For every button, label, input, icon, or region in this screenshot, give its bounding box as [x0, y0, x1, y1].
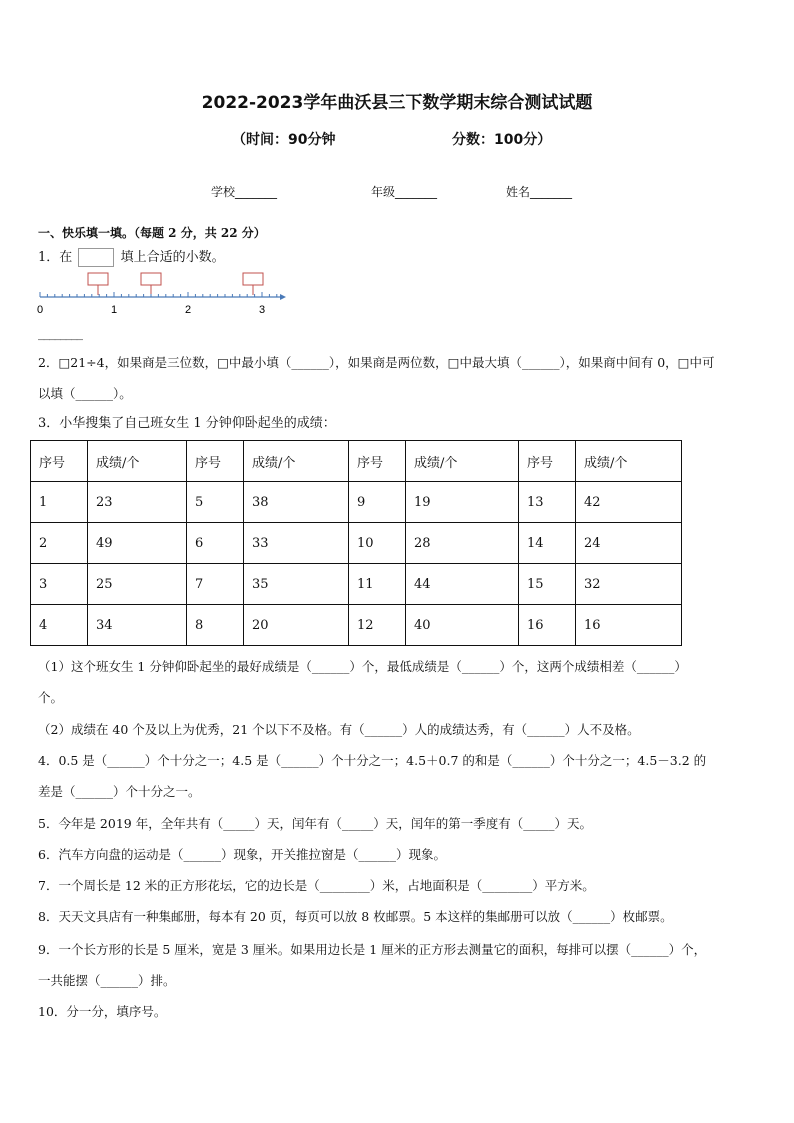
table-cell: 13 [519, 482, 576, 523]
question-5: 5．今年是 2019 年，全年共有（_____）天，闰年有（_____）天，闰年的第一季度有（_____）天。 [38, 816, 592, 831]
q1-suffix: 填上合适的小数。 [120, 250, 225, 265]
question-8: 8．天天文具店有一种集邮册，每本有 20 页，每页可以放 8 枚邮票。5 本这样的集邮册可以放（______）枚邮票。 [38, 909, 673, 924]
table-cell: 20 [244, 605, 349, 646]
table-cell: 9 [349, 482, 406, 523]
header-cell: 序号 [519, 441, 576, 482]
header-cell: 成绩/个 [244, 441, 349, 482]
exam-time: （时间：90分钟 [232, 132, 336, 148]
table-cell: 16 [519, 605, 576, 646]
school-field[interactable]: 学校_______ [211, 185, 278, 199]
header-cell: 序号 [349, 441, 406, 482]
question-6: 6．汽车方向盘的运动是（______）现象，开关推拉窗是（______）现象。 [38, 847, 446, 862]
axis-arrow [280, 294, 286, 300]
q1-prefix: 1．在 [38, 250, 73, 265]
table-cell: 49 [88, 523, 187, 564]
q1-inline-box [78, 248, 114, 267]
table-row [31, 564, 682, 605]
q3-part-1 [38, 651, 760, 713]
table-cell: 4 [31, 605, 88, 646]
table-cell: 2 [31, 523, 88, 564]
table-cell: 8 [187, 605, 244, 646]
page-title: 2022-2023学年曲沃县三下数学期末综合测试试题 [201, 93, 593, 113]
answer-box[interactable] [243, 273, 263, 295]
table-cell: 19 [406, 482, 519, 523]
table-cell: 11 [349, 564, 406, 605]
question-10: 10．分一分，填序号。 [38, 1004, 167, 1019]
q4-line-2: 差是（______）个十分之一。 [38, 784, 201, 799]
number-line [30, 268, 300, 320]
table-cell: 10 [349, 523, 406, 564]
exam-score: 分数：100分） [452, 132, 552, 148]
table-row [31, 523, 682, 564]
table-cell: 1 [31, 482, 88, 523]
table-cell: 15 [519, 564, 576, 605]
section-heading: 一、快乐填一填。（每题 2 分，共 22 分） [38, 226, 266, 240]
answer-box[interactable] [88, 273, 108, 295]
answer-box[interactable] [141, 273, 161, 295]
question-2 [38, 347, 760, 409]
q3-part-1-line-2: 个。 [38, 690, 64, 705]
header-cell: 序号 [31, 441, 88, 482]
q3-intro: 3．小华搜集了自己班女生 1 分钟仰卧起坐的成绩： [38, 416, 336, 431]
tick-label: 1 [111, 304, 118, 316]
table-cell: 33 [244, 523, 349, 564]
table-cell: 16 [576, 605, 682, 646]
table-cell: 40 [406, 605, 519, 646]
header-cell: 成绩/个 [576, 441, 682, 482]
tick-label: 0 [37, 304, 44, 316]
table-cell: 44 [406, 564, 519, 605]
table-cell: 38 [244, 482, 349, 523]
q2-line-2: 以填（______）。 [38, 386, 132, 401]
header-cell: 成绩/个 [406, 441, 519, 482]
table-cell: 42 [576, 482, 682, 523]
scores-table [30, 440, 682, 646]
table-cell: 25 [88, 564, 187, 605]
tick-label: 3 [259, 304, 266, 316]
table-cell: 32 [576, 564, 682, 605]
grade-field[interactable]: 年级_______ [371, 185, 438, 199]
table-cell: 6 [187, 523, 244, 564]
table-cell: 24 [576, 523, 682, 564]
table-row [31, 482, 682, 523]
q2-line-1: 2．□21÷4，如果商是三位数，□中最小填（______），如果商是两位数，□中最大填（______），如果商中间有 0，□中可 [38, 355, 715, 370]
table-cell: 12 [349, 605, 406, 646]
q3-part-1-line-1: （1）这个班女生 1 分钟仰卧起坐的最好成绩是（______）个，最低成绩是（______）个，这两个成绩相差（______） [38, 659, 687, 674]
question-4 [38, 745, 760, 807]
q4-line-1: 4．0.5 是（______）个十分之一；4.5 是（______）个十分之一；4.5＋0.7 的和是（______）个十分之一；4.5－3.2 的 [38, 753, 707, 768]
q3-part-2: （2）成绩在 40 个及以上为优秀，21 个以下不及格。有（______）人的成绩达秀，有（______）人不及格。 [38, 722, 640, 737]
table-cell: 23 [88, 482, 187, 523]
question-9 [38, 934, 760, 996]
header-cell: 成绩/个 [88, 441, 187, 482]
table-cell: 28 [406, 523, 519, 564]
q1-answer-line[interactable]: ________ [38, 326, 82, 341]
table-cell: 5 [187, 482, 244, 523]
q9-line-2: 一共能摆（______）排。 [38, 973, 176, 988]
header-cell: 序号 [187, 441, 244, 482]
table-cell: 35 [244, 564, 349, 605]
table-row [31, 605, 682, 646]
name-field[interactable]: 姓名_______ [506, 185, 573, 199]
table-cell: 7 [187, 564, 244, 605]
table-cell: 14 [519, 523, 576, 564]
tick-label: 2 [185, 304, 192, 316]
question-7: 7．一个周长是 12 米的正方形花坛，它的边长是（________）米，占地面积是（________）平方米。 [38, 878, 595, 893]
table-cell: 34 [88, 605, 187, 646]
table-header-row [31, 441, 682, 482]
table-cell: 3 [31, 564, 88, 605]
q9-line-1: 9．一个长方形的长是 5 厘米，宽是 3 厘米。如果用边长是 1 厘米的正方形去测量它的面积，每排可以摆（______）个， [38, 942, 707, 957]
